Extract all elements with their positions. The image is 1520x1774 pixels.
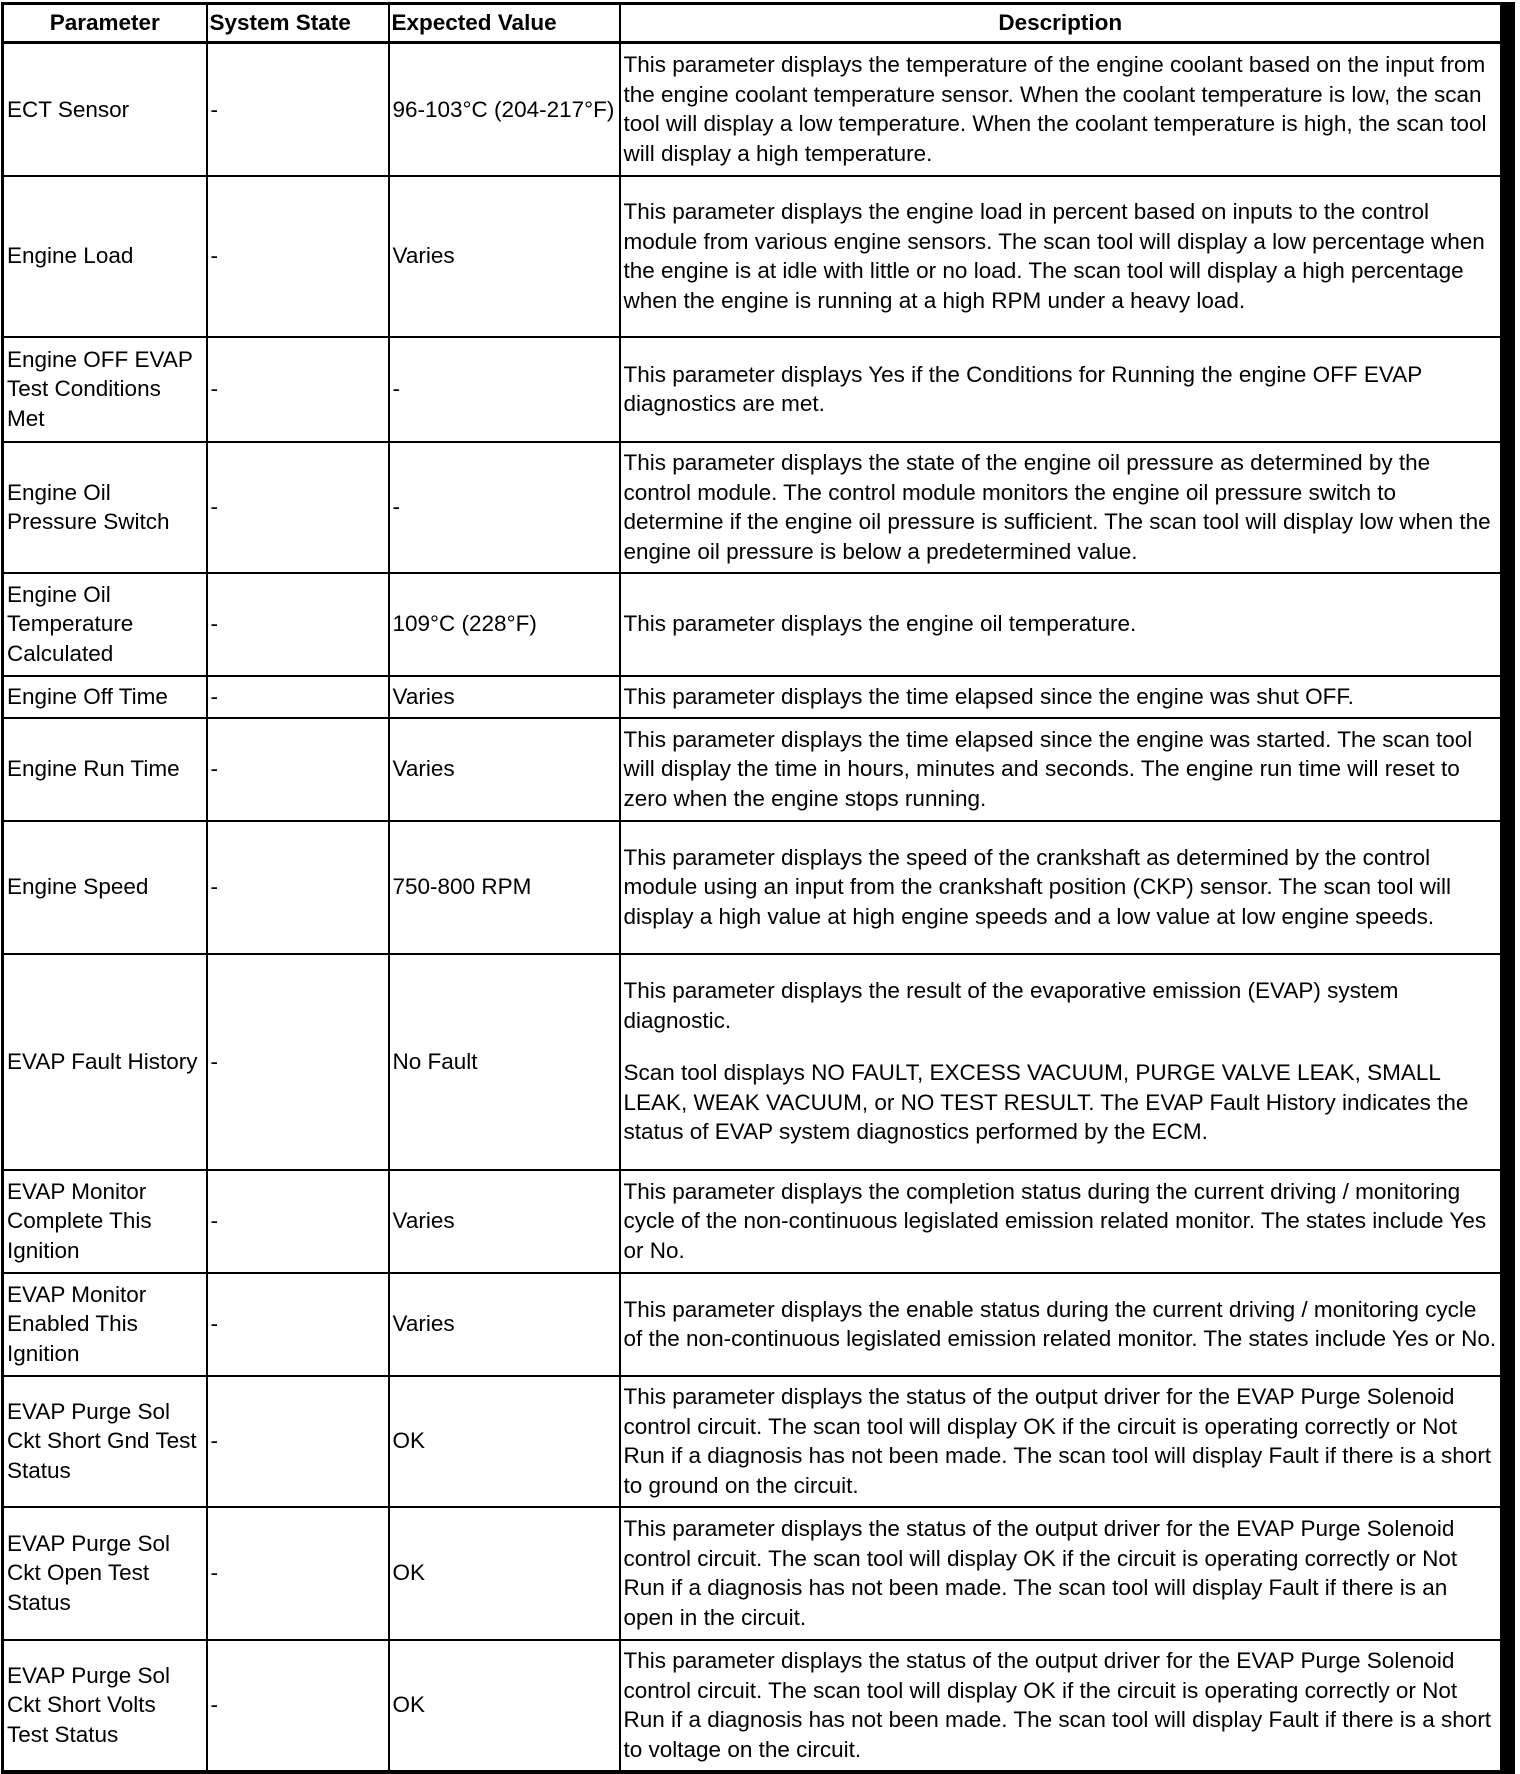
system-state-cell: - [207,821,389,954]
parameter-cell: Engine Speed [3,821,207,954]
table-row [3,821,1508,954]
expected-value-cell: - [389,442,620,573]
description-paragraph: This parameter displays the temperature of the engine coolant based on the input from the engine coolant temperature sensor. When the coolant temperature is low, the scan tool will display a low temperature. When the coolant temperature is high, the scan tool will display a high temperature. [623,52,1487,166]
description-paragraph: This parameter displays the completion status during the current driving / monitoring cycle of the non-continuous legislated emission related monitor. The states include Yes or No. [623,1178,1487,1263]
description-cell [620,718,1508,821]
description-paragraph: Scan tool displays NO FAULT, EXCESS VACUUM, PURGE VALVE LEAK, SMALL LEAK, WEAK VACUUM, or NO TEST RESULT. The EVAP Fault History indicates the status of EVAP system diagnostics performed by the ECM. [623,1060,1469,1145]
system-state-cell: - [207,1640,389,1772]
description-paragraph: This parameter displays the result of the evaporative emission (EVAP) system diagnostic. [623,978,1399,1033]
description-paragraph: This parameter displays the status of the output driver for the EVAP Purge Solenoid control circuit. The scan tool will display OK if the circuit is operating correctly or Not Run if a diagnosis has not been made. The scan tool will display Fault if there is a short to ground on the circuit. [623,1384,1492,1498]
system-state-cell: - [207,676,389,718]
parameter-cell: EVAP Monitor Enabled This Ignition [3,1273,207,1376]
expected-value-cell: Varies [389,1273,620,1376]
expected-value-cell: Varies [389,176,620,337]
description-cell [620,821,1508,954]
header-row [3,4,1508,43]
system-state-cell: - [207,43,389,176]
description-cell [620,442,1508,573]
description-paragraph: This parameter displays the time elapsed since the engine was started. The scan tool will display the time in hours, minutes and seconds. The engine run time will reset to zero when the engine stops running. [623,726,1473,811]
table-row [3,176,1508,337]
table-row [3,573,1508,676]
description-cell [620,1273,1508,1376]
table-body [3,43,1508,1772]
table-row [3,1507,1508,1640]
parameter-cell: Engine Run Time [3,718,207,821]
description-paragraph: This parameter displays the engine oil temperature. [623,611,1137,637]
description-cell [620,1376,1508,1507]
parameter-cell: EVAP Purge Sol Ckt Open Test Status [3,1507,207,1640]
description-cell [620,676,1508,718]
description-cell [620,1507,1508,1640]
description-cell [620,337,1508,442]
description-cell [620,1170,1508,1273]
system-state-cell: - [207,573,389,676]
expected-value-cell: 750-800 RPM [389,821,620,954]
description-cell [620,43,1508,176]
description-paragraph: This parameter displays Yes if the Conditions for Running the engine OFF EVAP diagnostics are met. [623,361,1422,416]
system-state-cell: - [207,176,389,337]
table-row [3,718,1508,821]
system-state-cell: - [207,337,389,442]
parameter-cell: EVAP Purge Sol Ckt Short Gnd Test Status [3,1376,207,1507]
table-row [3,442,1508,573]
description-paragraph: This parameter displays the status of the output driver for the EVAP Purge Solenoid control circuit. The scan tool will display OK if the circuit is operating correctly or Not Run if a diagnosis has not been made. The scan tool will display Fault if there is a short to voltage on the circuit. [623,1648,1492,1762]
expected-value-cell: OK [389,1640,620,1772]
expected-value-cell: - [389,337,620,442]
description-cell [620,176,1508,337]
parameter-cell: Engine OFF EVAP Test Conditions Met [3,337,207,442]
table-row [3,1640,1508,1772]
parameter-cell: Engine Off Time [3,676,207,718]
system-state-cell: - [207,718,389,821]
expected-value-cell: Varies [389,718,620,821]
description-cell [620,1640,1508,1772]
parameter-cell: EVAP Purge Sol Ckt Short Volts Test Status [3,1640,207,1772]
expected-value-cell: 96-103°C (204-217°F) [389,43,620,176]
table-row [3,337,1508,442]
table-row [3,43,1508,176]
expected-value-cell: OK [389,1507,620,1640]
parameter-cell: EVAP Fault History [3,954,207,1170]
header-expected-value: Expected Value [389,4,620,43]
expected-value-cell: 109°C (228°F) [389,573,620,676]
expected-value-cell: OK [389,1376,620,1507]
expected-value-cell: No Fault [389,954,620,1170]
table-row [3,954,1508,1170]
expected-value-cell: Varies [389,1170,620,1273]
parameter-cell: Engine Load [3,176,207,337]
description-paragraph: This parameter displays the engine load in percent based on inputs to the control module from various engine sensors. The scan tool will display a low percentage when the engine is at idle with little or no load. The scan tool will display a high percentage when the engine is running at a high RPM under a heavy load. [623,199,1485,313]
system-state-cell: - [207,954,389,1170]
description-cell [620,954,1508,1170]
description-paragraph: This parameter displays the time elapsed since the engine was shut OFF. [623,683,1354,709]
table-row [3,1376,1508,1507]
system-state-cell: - [207,1507,389,1640]
table-row [3,1273,1508,1376]
description-cell [620,573,1508,676]
header-description: Description [620,4,1508,43]
system-state-cell: - [207,1170,389,1273]
system-state-cell: - [207,1273,389,1376]
parameter-cell: Engine Oil Temperature Calculated [3,573,207,676]
parameter-cell: Engine Oil Pressure Switch [3,442,207,573]
parameter-cell: EVAP Monitor Complete This Ignition [3,1170,207,1273]
description-paragraph: This parameter displays the speed of the crankshaft as determined by the control module using an input from the crankshaft position (CKP) sensor. The scan tool will display a high value at high engine speeds and a low value at low engine speeds. [623,844,1452,929]
table-row [3,1170,1508,1273]
system-state-cell: - [207,1376,389,1507]
expected-value-cell: Varies [389,676,620,718]
header-system-state: System State [207,4,389,43]
header-parameter: Parameter [3,4,207,43]
table-row [3,676,1508,718]
description-paragraph: This parameter displays the state of the engine oil pressure as determined by the control module. The control module monitors the engine oil pressure switch to determine if the engine oil pressure is sufficient. The scan tool will display low when the engine oil pressure is below a predetermined value. [623,450,1491,564]
parameter-table [1,2,1515,1774]
system-state-cell: - [207,442,389,573]
description-paragraph: This parameter displays the enable status during the current driving / monitoring cycle of the non-continuous legislated emission related monitor. The states include Yes or No. [623,1296,1497,1351]
parameter-cell: ECT Sensor [3,43,207,176]
description-paragraph: This parameter displays the status of the output driver for the EVAP Purge Solenoid control circuit. The scan tool will display OK if the circuit is operating correctly or Not Run if a diagnosis has not been made. The scan tool will display Fault if there is an open in the circuit. [623,1516,1458,1630]
